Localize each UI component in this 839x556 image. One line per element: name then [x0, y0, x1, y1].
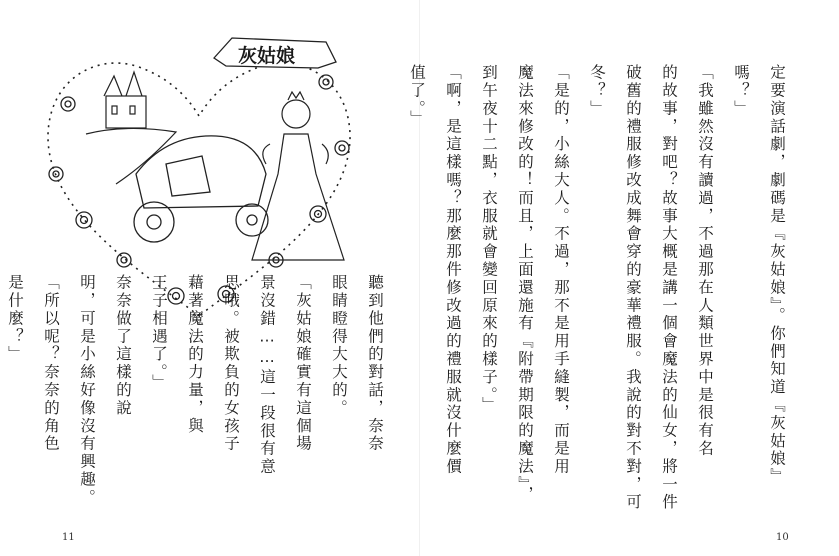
page-number-right: 10: [776, 532, 789, 543]
paragraph-line: 是什麼？」: [6, 274, 24, 364]
paragraph-line: 冬？」: [588, 64, 606, 118]
paragraph-line: 破舊的禮服修改成舞會穿的豪華禮服。我說的對不對，可: [624, 64, 642, 512]
paragraph-line: 「灰姑娘確實有這個場: [294, 274, 312, 453]
paragraph-line: 的故事，對吧？故事大概是講一個會魔法的仙女，將一件: [660, 64, 678, 512]
paragraph-line: 明，可是小絲好像沒有興趣。: [78, 274, 96, 507]
paragraph-line: 到午夜十二點，衣服就會變回原來的樣子。」: [480, 64, 498, 415]
paragraph-line: 嗎？」: [732, 64, 750, 118]
paragraph-line: 奈奈做了這樣的說: [114, 274, 132, 418]
paragraph-line: 魔法來修改的！而且，上面還施有『附帶期限的魔法』，: [516, 64, 534, 504]
paragraph-line: 「是的，小絲大人。不過，那不是用手縫製，而是用: [552, 64, 570, 476]
paragraph-line: 景沒錯……這一段很有意: [258, 274, 276, 476]
right-page-text: [399, 64, 795, 534]
paragraph-line: 值了。」: [408, 64, 426, 128]
paragraph-line: 藉著魔法的力量，與: [186, 274, 204, 436]
paragraph-line: 思哦。被欺負的女孩子: [222, 274, 240, 453]
paragraph-line: 「啊，是這樣嗎？那麼那件修改過的禮服就沒什麼價: [444, 64, 462, 476]
left-page-text: [0, 274, 393, 534]
paragraph-line: 「所以呢？奈奈的角色: [42, 274, 60, 453]
paragraph-line: 「我雖然沒有讀過，不過那在人類世界中是很有名: [696, 64, 714, 458]
illustration-title: 灰姑娘: [238, 45, 296, 67]
paragraph-line: 聽到他們的對話，奈奈: [366, 274, 384, 453]
paragraph-line: 王子相遇了。」: [150, 274, 168, 392]
paragraph-line: 眼睛瞪得大大的。: [330, 274, 348, 418]
page-number-left: 11: [62, 532, 75, 543]
paragraph-line: 定要演話劇，劇碼是『灰姑娘』。你們知道『灰姑娘』: [768, 64, 786, 486]
